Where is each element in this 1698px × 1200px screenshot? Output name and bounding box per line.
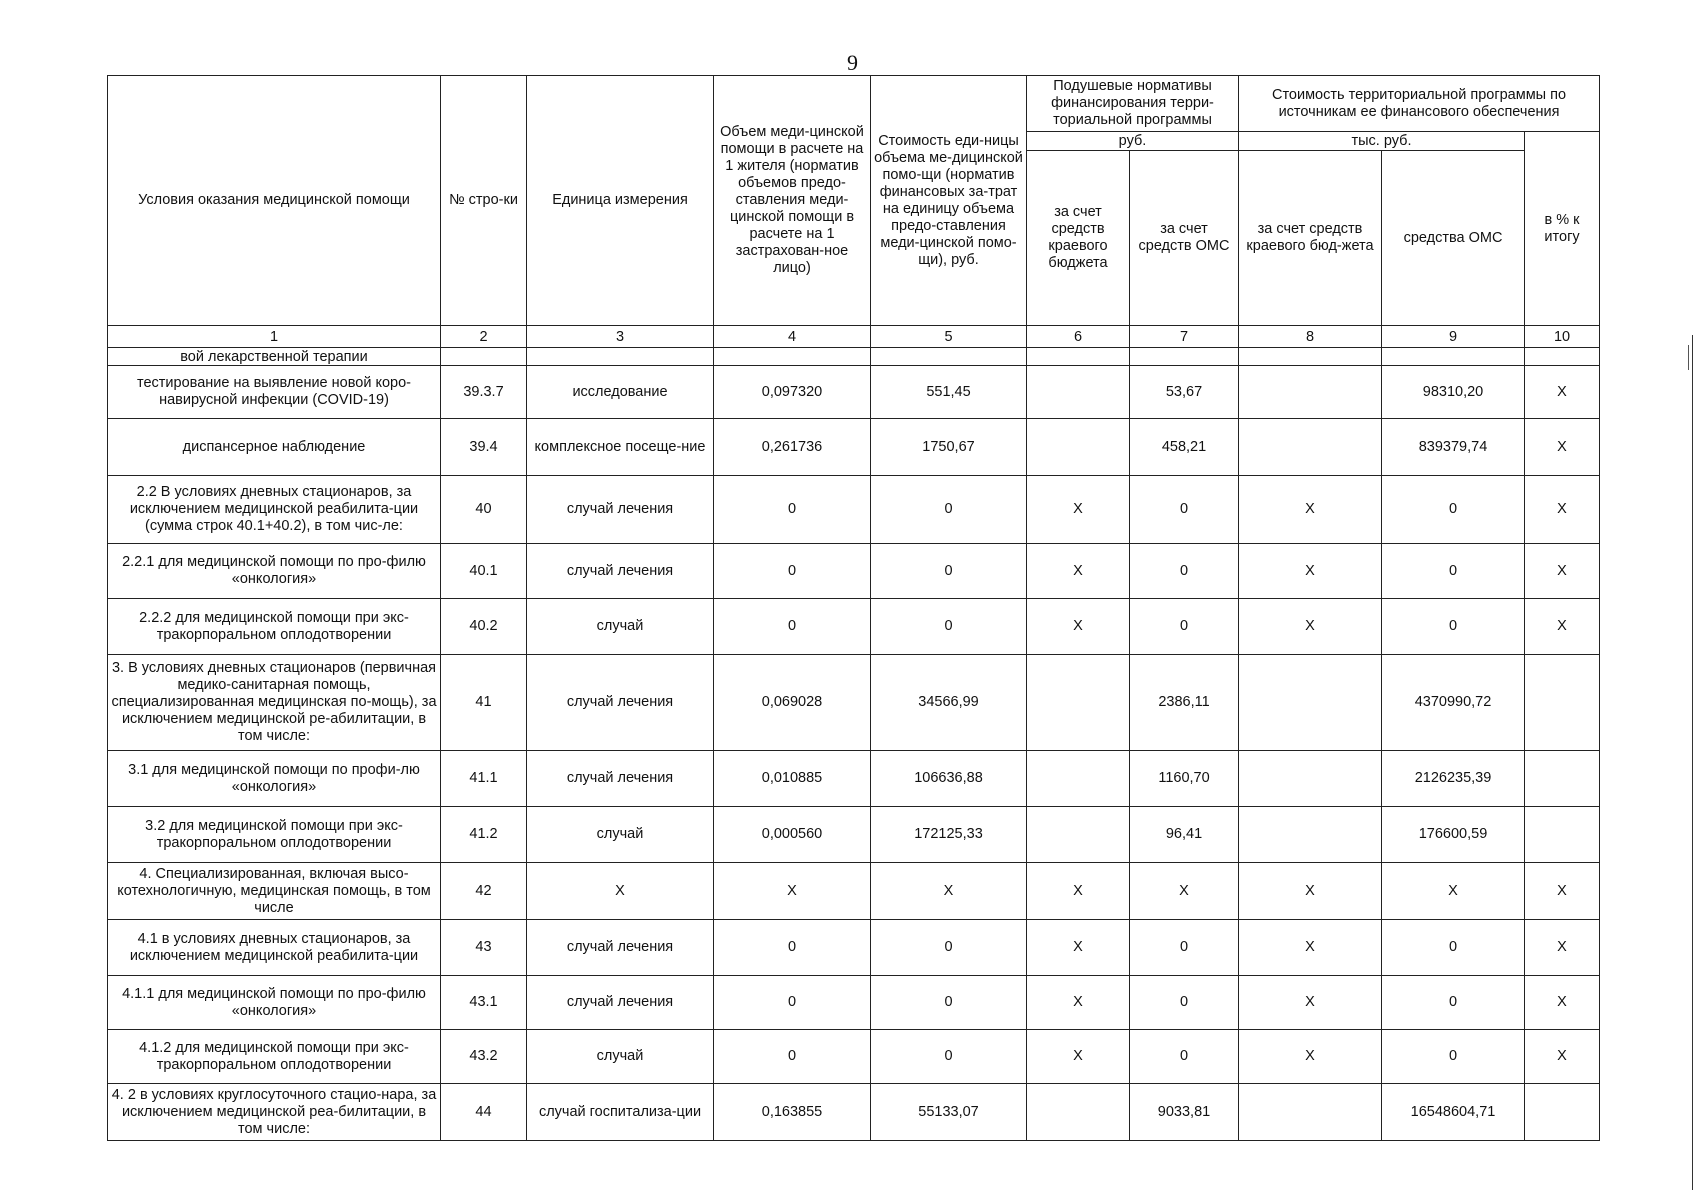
oms-cost-cell bbox=[1382, 348, 1525, 366]
oms-norm-cell: 0 bbox=[1130, 976, 1239, 1030]
oms-cost-cell: 0 bbox=[1382, 476, 1525, 544]
scan-edge-mark bbox=[1688, 345, 1689, 370]
row-number-cell: 43.1 bbox=[441, 976, 527, 1030]
regional-budget-cost-cell: X bbox=[1239, 863, 1382, 920]
row-number-cell: 43 bbox=[441, 920, 527, 976]
percent-total-cell: X bbox=[1525, 976, 1600, 1030]
unit-cell: случай лечения bbox=[527, 476, 714, 544]
oms-cost-cell: 0 bbox=[1382, 976, 1525, 1030]
table-row bbox=[108, 863, 1600, 920]
volume-cell: 0 bbox=[714, 544, 871, 599]
header-program-cost: Стоимость территориальной программы по источникам ее финансового обеспечения bbox=[1239, 76, 1600, 132]
volume-cell bbox=[714, 348, 871, 366]
page-number: 9 bbox=[847, 50, 858, 75]
regional-budget-cost-cell: X bbox=[1239, 920, 1382, 976]
regional-budget-cost-cell: X bbox=[1239, 476, 1382, 544]
header-oms: за счет средств ОМС bbox=[1130, 151, 1239, 326]
unit-cell: X bbox=[527, 863, 714, 920]
scan-edge-line bbox=[1692, 335, 1693, 1190]
table-row bbox=[108, 599, 1600, 655]
oms-cost-cell: 0 bbox=[1382, 599, 1525, 655]
row-number-cell: 43.2 bbox=[441, 1030, 527, 1084]
unit-cost-cell: 0 bbox=[871, 920, 1027, 976]
table-row bbox=[108, 544, 1600, 599]
oms-norm-cell: 1160,70 bbox=[1130, 751, 1239, 807]
unit-cost-cell: 55133,07 bbox=[871, 1084, 1027, 1141]
percent-total-cell: X bbox=[1525, 599, 1600, 655]
unit-cell: случай лечения bbox=[527, 920, 714, 976]
regional-budget-cost-cell bbox=[1239, 807, 1382, 863]
unit-cost-cell: 172125,33 bbox=[871, 807, 1027, 863]
unit-cell: случай лечения bbox=[527, 976, 714, 1030]
percent-total-cell bbox=[1525, 348, 1600, 366]
unit-cell: случай лечения bbox=[527, 751, 714, 807]
unit-cost-cell: X bbox=[871, 863, 1027, 920]
regional-budget-norm-cell bbox=[1027, 1084, 1130, 1141]
table-row bbox=[108, 751, 1600, 807]
volume-cell: 0,010885 bbox=[714, 751, 871, 807]
unit-cell: исследование bbox=[527, 366, 714, 419]
unit-cost-cell: 0 bbox=[871, 476, 1027, 544]
regional-budget-cost-cell: X bbox=[1239, 976, 1382, 1030]
regional-budget-cost-cell bbox=[1239, 1084, 1382, 1141]
regional-budget-cost-cell: X bbox=[1239, 544, 1382, 599]
row-number-cell: 41.2 bbox=[441, 807, 527, 863]
regional-budget-norm-cell: X bbox=[1027, 599, 1130, 655]
condition-cell: вой лекарственной терапии bbox=[108, 348, 441, 366]
table-row bbox=[108, 348, 1600, 366]
table-row bbox=[108, 655, 1600, 751]
volume-cell: 0,069028 bbox=[714, 655, 871, 751]
table-row bbox=[108, 476, 1600, 544]
oms-cost-cell: 839379,74 bbox=[1382, 419, 1525, 476]
unit-cost-cell: 551,45 bbox=[871, 366, 1027, 419]
percent-total-cell bbox=[1525, 751, 1600, 807]
row-number-cell: 39.3.7 bbox=[441, 366, 527, 419]
regional-budget-cost-cell: X bbox=[1239, 599, 1382, 655]
regional-budget-cost-cell bbox=[1239, 419, 1382, 476]
program-cost-table bbox=[107, 75, 1600, 1141]
column-number: 8 bbox=[1239, 326, 1382, 348]
condition-cell: диспансерное наблюдение bbox=[108, 419, 441, 476]
row-number-cell: 41.1 bbox=[441, 751, 527, 807]
column-number-row bbox=[108, 326, 1600, 348]
volume-cell: 0 bbox=[714, 976, 871, 1030]
table-row bbox=[108, 1084, 1600, 1141]
condition-cell: 3.1 для медицинской помощи по профи-лю «онкология» bbox=[108, 751, 441, 807]
regional-budget-cost-cell bbox=[1239, 366, 1382, 419]
table-row bbox=[108, 807, 1600, 863]
unit-cell: случай лечения bbox=[527, 655, 714, 751]
header-unit: Единица измерения bbox=[527, 76, 714, 326]
oms-norm-cell: 0 bbox=[1130, 920, 1239, 976]
volume-cell: 0,000560 bbox=[714, 807, 871, 863]
unit-cost-cell: 0 bbox=[871, 976, 1027, 1030]
percent-total-cell: X bbox=[1525, 920, 1600, 976]
row-number-cell: 44 bbox=[441, 1084, 527, 1141]
oms-norm-cell: 0 bbox=[1130, 476, 1239, 544]
unit-cell: случай госпитализа-ции bbox=[527, 1084, 714, 1141]
header-per-capita-norms: Подушевые нормативы финансирования терри-ториальной программы bbox=[1027, 76, 1239, 132]
header-regional-budget: за счет средств краевого бюджета bbox=[1027, 151, 1130, 326]
oms-norm-cell: 0 bbox=[1130, 544, 1239, 599]
volume-cell: 0 bbox=[714, 599, 871, 655]
unit-cell: случай bbox=[527, 1030, 714, 1084]
column-number: 2 bbox=[441, 326, 527, 348]
regional-budget-norm-cell bbox=[1027, 655, 1130, 751]
oms-norm-cell: X bbox=[1130, 863, 1239, 920]
oms-norm-cell: 458,21 bbox=[1130, 419, 1239, 476]
unit-cost-cell: 34566,99 bbox=[871, 655, 1027, 751]
regional-budget-norm-cell bbox=[1027, 807, 1130, 863]
volume-cell: 0,163855 bbox=[714, 1084, 871, 1141]
regional-budget-cost-cell bbox=[1239, 348, 1382, 366]
condition-cell: тестирование на выявление новой коро-навирусной инфекции (COVID-19) bbox=[108, 366, 441, 419]
oms-cost-cell: 98310,20 bbox=[1382, 366, 1525, 419]
condition-cell: 4.1.1 для медицинской помощи по про-филю «онкология» bbox=[108, 976, 441, 1030]
volume-cell: 0 bbox=[714, 920, 871, 976]
condition-cell: 4.1 в условиях дневных стационаров, за исключением медицинской реабилита-ции bbox=[108, 920, 441, 976]
column-number: 4 bbox=[714, 326, 871, 348]
percent-total-cell: X bbox=[1525, 544, 1600, 599]
unit-cell: случай лечения bbox=[527, 544, 714, 599]
unit-cost-cell: 0 bbox=[871, 544, 1027, 599]
oms-norm-cell bbox=[1130, 348, 1239, 366]
percent-total-cell bbox=[1525, 1084, 1600, 1141]
row-number-cell: 40 bbox=[441, 476, 527, 544]
regional-budget-norm-cell: X bbox=[1027, 920, 1130, 976]
column-number: 9 bbox=[1382, 326, 1525, 348]
regional-budget-norm-cell: X bbox=[1027, 863, 1130, 920]
column-number: 10 bbox=[1525, 326, 1600, 348]
table-row bbox=[108, 419, 1600, 476]
oms-norm-cell: 0 bbox=[1130, 599, 1239, 655]
column-number: 6 bbox=[1027, 326, 1130, 348]
condition-cell: 3.2 для медицинской помощи при экс-тракорпоральном оплодотворении bbox=[108, 807, 441, 863]
unit-cost-cell: 0 bbox=[871, 1030, 1027, 1084]
header-row-number: № стро-ки bbox=[441, 76, 527, 326]
oms-norm-cell: 9033,81 bbox=[1130, 1084, 1239, 1141]
volume-cell: 0 bbox=[714, 1030, 871, 1084]
regional-budget-norm-cell: X bbox=[1027, 1030, 1130, 1084]
oms-norm-cell: 2386,11 bbox=[1130, 655, 1239, 751]
volume-cell: 0,097320 bbox=[714, 366, 871, 419]
regional-budget-norm-cell bbox=[1027, 419, 1130, 476]
unit-cell: комплексное посеще-ние bbox=[527, 419, 714, 476]
row-number-cell: 42 bbox=[441, 863, 527, 920]
regional-budget-cost-cell bbox=[1239, 655, 1382, 751]
header-rub: руб. bbox=[1027, 132, 1239, 151]
header-thous-rub: тыс. руб. bbox=[1239, 132, 1525, 151]
volume-cell: 0,261736 bbox=[714, 419, 871, 476]
table-row bbox=[108, 366, 1600, 419]
percent-total-cell: X bbox=[1525, 863, 1600, 920]
regional-budget-norm-cell: X bbox=[1027, 976, 1130, 1030]
regional-budget-norm-cell bbox=[1027, 348, 1130, 366]
row-number-cell: 40.1 bbox=[441, 544, 527, 599]
oms-norm-cell: 0 bbox=[1130, 1030, 1239, 1084]
percent-total-cell bbox=[1525, 655, 1600, 751]
unit-cell: случай bbox=[527, 599, 714, 655]
condition-cell: 4. Специализированная, включая высо-котехнологичную, медицинская помощь, в том числе bbox=[108, 863, 441, 920]
regional-budget-norm-cell: X bbox=[1027, 476, 1130, 544]
row-number-cell: 40.2 bbox=[441, 599, 527, 655]
condition-cell: 3. В условиях дневных стационаров (первичная медико-санитарная помощь, специализированная медицинская по-мощь), за исключением медицинской ре-абилитации, в том числе: bbox=[108, 655, 441, 751]
percent-total-cell bbox=[1525, 807, 1600, 863]
column-number: 3 bbox=[527, 326, 714, 348]
oms-cost-cell: 176600,59 bbox=[1382, 807, 1525, 863]
unit-cell: случай bbox=[527, 807, 714, 863]
volume-cell: X bbox=[714, 863, 871, 920]
oms-norm-cell: 96,41 bbox=[1130, 807, 1239, 863]
oms-cost-cell: 0 bbox=[1382, 920, 1525, 976]
header-percent-total: в % к итогу bbox=[1525, 132, 1600, 326]
header-conditions: Условия оказания медицинской помощи bbox=[108, 76, 441, 326]
row-number-cell: 39.4 bbox=[441, 419, 527, 476]
condition-cell: 2.2 В условиях дневных стационаров, за исключением медицинской реабилита-ции (сумма строк 40.1+40.2), в том чис-ле: bbox=[108, 476, 441, 544]
oms-norm-cell: 53,67 bbox=[1130, 366, 1239, 419]
oms-cost-cell: 2126235,39 bbox=[1382, 751, 1525, 807]
header-volume: Объем меди-цинской помощи в расчете на 1 жителя (норматив объемов предо-ставления меди-цинской помощи в расчете на 1 застрахован-ное лицо) bbox=[714, 76, 871, 326]
regional-budget-cost-cell: X bbox=[1239, 1030, 1382, 1084]
percent-total-cell: X bbox=[1525, 366, 1600, 419]
regional-budget-norm-cell: X bbox=[1027, 544, 1130, 599]
oms-cost-cell: 4370990,72 bbox=[1382, 655, 1525, 751]
header-unit-cost: Стоимость еди-ницы объема ме-дицинской помо-щи (норматив финансовых за-трат на единицу объема предо-ставления меди-цинской помо-щи), руб. bbox=[871, 76, 1027, 326]
unit-cost-cell: 0 bbox=[871, 599, 1027, 655]
condition-cell: 2.2.2 для медицинской помощи при экс-тракорпоральном оплодотворении bbox=[108, 599, 441, 655]
table-row bbox=[108, 1030, 1600, 1084]
unit-cost-cell: 1750,67 bbox=[871, 419, 1027, 476]
regional-budget-norm-cell bbox=[1027, 366, 1130, 419]
unit-cost-cell bbox=[871, 348, 1027, 366]
percent-total-cell: X bbox=[1525, 419, 1600, 476]
table-row bbox=[108, 920, 1600, 976]
oms-cost-cell: 16548604,71 bbox=[1382, 1084, 1525, 1141]
condition-cell: 4. 2 в условиях круглосуточного стацио-нара, за исключением медицинской реа-билитации, в том числе: bbox=[108, 1084, 441, 1141]
regional-budget-cost-cell bbox=[1239, 751, 1382, 807]
table-row bbox=[108, 976, 1600, 1030]
column-number: 5 bbox=[871, 326, 1027, 348]
oms-cost-cell: 0 bbox=[1382, 1030, 1525, 1084]
unit-cell bbox=[527, 348, 714, 366]
volume-cell: 0 bbox=[714, 476, 871, 544]
condition-cell: 4.1.2 для медицинской помощи при экс-тракорпоральном оплодотворении bbox=[108, 1030, 441, 1084]
percent-total-cell: X bbox=[1525, 1030, 1600, 1084]
header-regional-budget-thous: за счет средств краевого бюд-жета bbox=[1239, 151, 1382, 326]
unit-cost-cell: 106636,88 bbox=[871, 751, 1027, 807]
column-number: 1 bbox=[108, 326, 441, 348]
header-oms-thous: средства ОМС bbox=[1382, 151, 1525, 326]
oms-cost-cell: X bbox=[1382, 863, 1525, 920]
column-number: 7 bbox=[1130, 326, 1239, 348]
row-number-cell bbox=[441, 348, 527, 366]
row-number-cell: 41 bbox=[441, 655, 527, 751]
condition-cell: 2.2.1 для медицинской помощи по про-филю «онкология» bbox=[108, 544, 441, 599]
percent-total-cell: X bbox=[1525, 476, 1600, 544]
oms-cost-cell: 0 bbox=[1382, 544, 1525, 599]
regional-budget-norm-cell bbox=[1027, 751, 1130, 807]
